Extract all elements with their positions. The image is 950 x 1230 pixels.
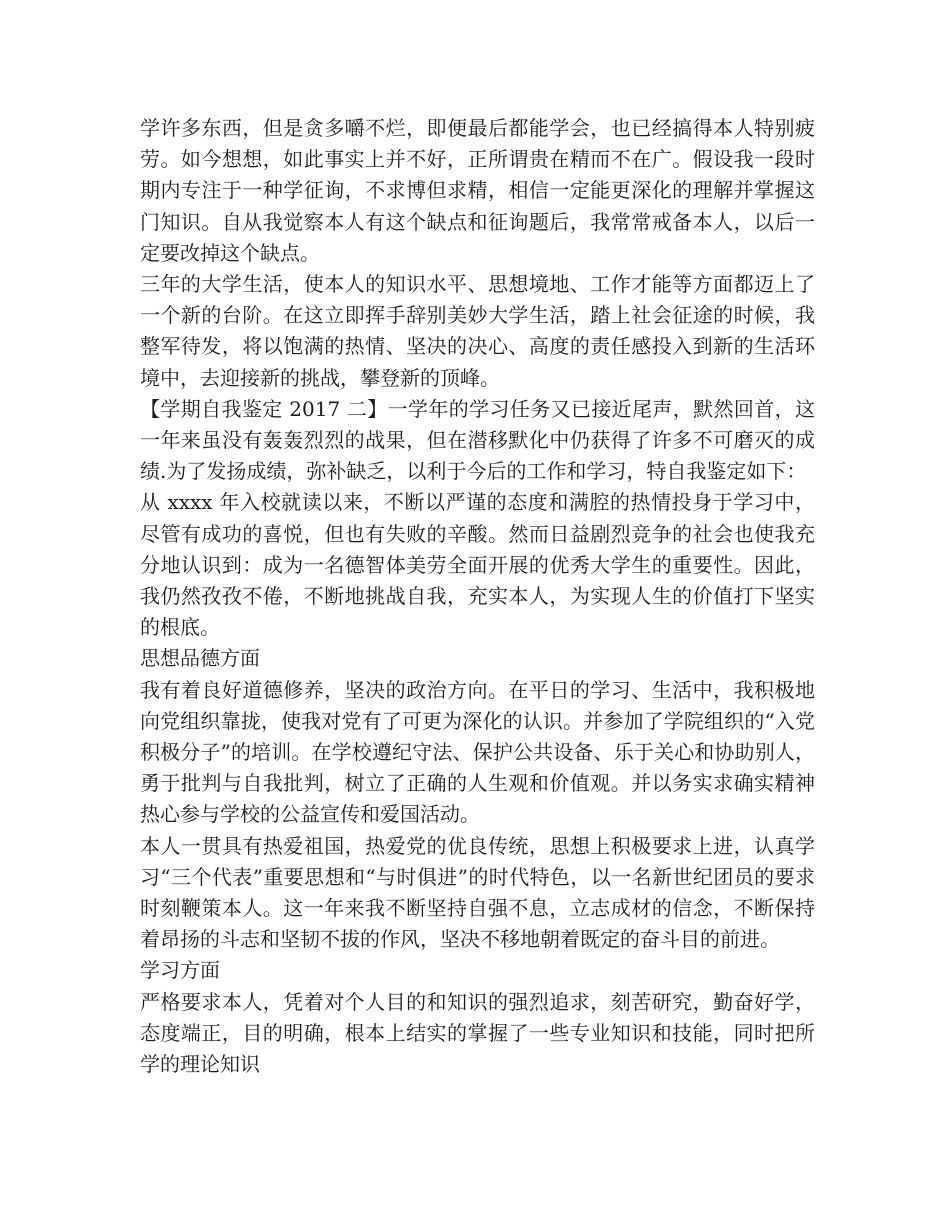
paragraph-semester-intro: 【学期自我鉴定 2017 二】一学年的学习任务又已接近尾声，默然回首，这一年来虽没有轰轰烈烈的战果，但在潜移默化中仍获得了许多不可磨灭的成绩.为了发扬成绩，弥补缺乏，以利于今后的工作和学习，特自我鉴定如下： (140, 396, 815, 484)
paragraph-since-enrollment: 从 xxxx 年入校就读以来，不断以严谨的态度和满腔的热情投身于学习中，尽管有成功的喜悦，但也有失败的辛酸。然而日益剧烈竞争的社会也使我充分地认识到：成为一名德智体美劳全面开展的优秀大学生的重要性。因此，我仍然孜孜不倦，不断地挑战自我，充实本人，为实现人生的价值打下坚实的根底。 (140, 490, 815, 640)
paragraph-study-1: 严格要求本人，凭着对个人目的和知识的强烈追求，刻苦研究，勤奋好学，态度端正，目的明确，根本上结实的掌握了一些专业知识和技能，同时把所学的理论知识 (140, 989, 815, 1077)
heading-study: 学习方面 (140, 958, 220, 983)
paragraph-focus-learning: 学许多东西，但是贪多嚼不烂，即便最后都能学会，也已经搞得本人特别疲劳。如今想想，如此事实上并不好，正所谓贵在精而不在广。假设我一段时期内专注于一种学征询，不求博但求精，相信一定能更深化的理解并掌握这门知识。自从我觉察本人有这个缺点和征询题后，我常常戒备本人，以后一定要改掉这个缺点。 (140, 116, 815, 265)
document-page (140, 113, 815, 1080)
heading-moral-character: 思想品德方面 (140, 646, 260, 671)
paragraph-moral-1: 我有着良好道德修养，坚决的政治方向。在平日的学习、生活中，我积极地向党组织靠拢，使我对党有了可更为深化的认识。并参加了学院组织的“入党积极分子”的培训。在学校遵纪守法、保护公共设备、乐于关心和协助别人，勇于批判与自我批判，树立了正确的人生观和价值观。并以务实求确实精神热心参与学校的公益宣传和爱国活动。 (140, 677, 815, 827)
paragraph-moral-2: 本人一贯具有热爱祖国，热爱党的优良传统，思想上积极要求上进，认真学习“三个代表”重要思想和“与时俱进”的时代特色，以一名新世纪团员的要求时刻鞭策本人。这一年来我不断坚持自强不息，立志成材的信念，不断保持着昂扬的斗志和坚韧不拔的作风，坚决不移地朝着既定的奋斗目的前进。 (140, 833, 815, 952)
paragraph-three-years: 三年的大学生活，使本人的知识水平、思想境地、工作才能等方面都迈上了一个新的台阶。在这立即挥手辞别美妙大学生活，踏上社会征途的时候，我整军待发，将以饱满的热情、坚决的决心、高度的责任感投入到新的生活环境中，去迎接新的挑战，攀登新的顶峰。 (140, 272, 815, 390)
